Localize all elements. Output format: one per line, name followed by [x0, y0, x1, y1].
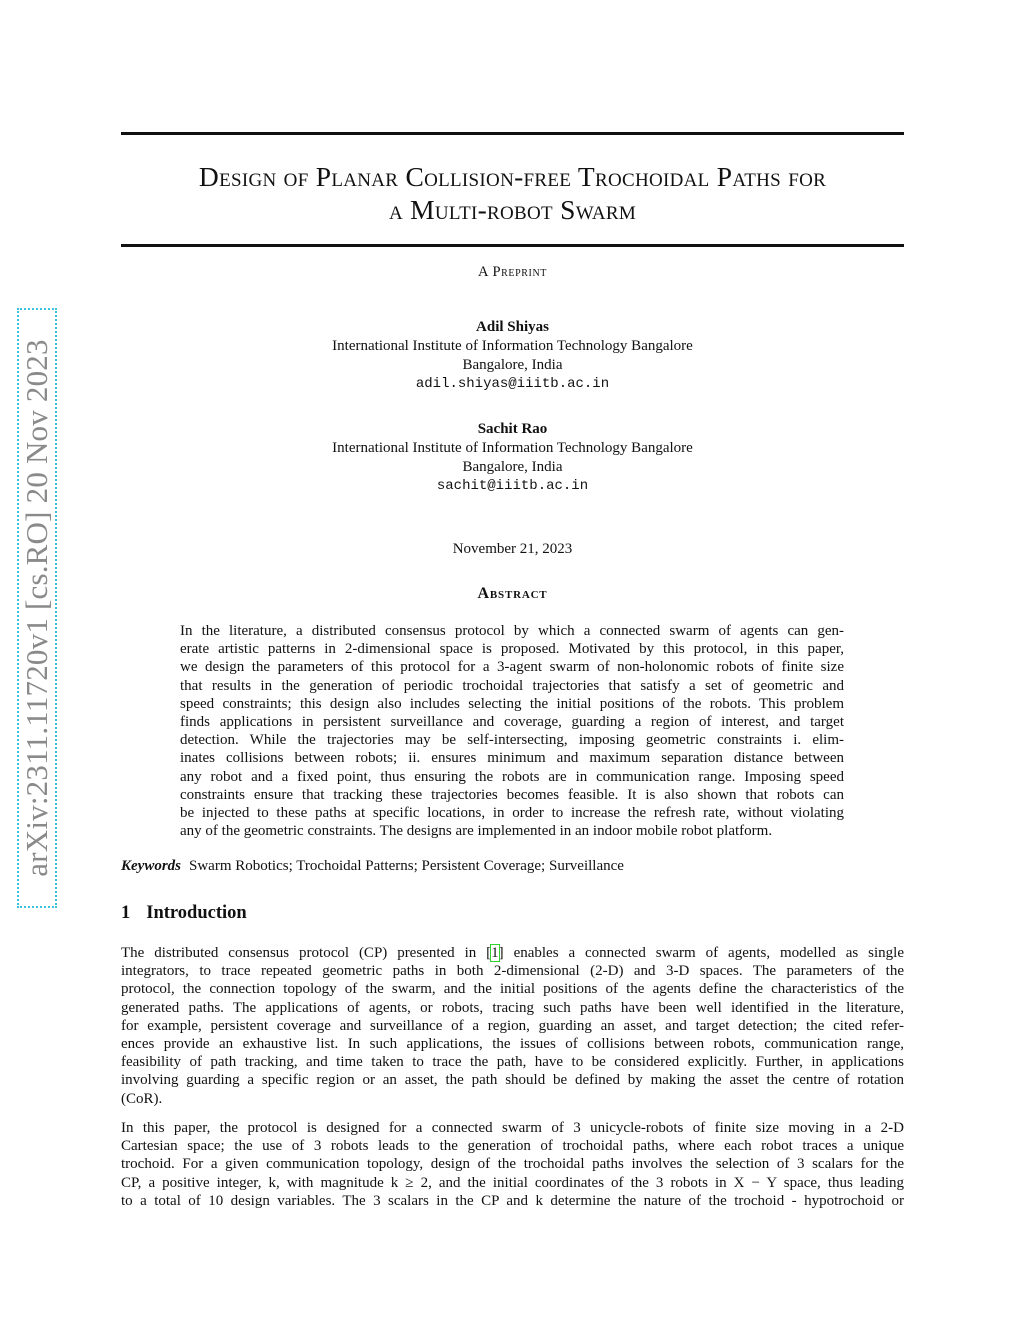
intro-paragraph-2 — [121, 1119, 904, 1210]
author-block-1 — [121, 318, 904, 394]
paragraph-line: to a total of 10 design variables. The 3 scalars in the CP and k determine the nature of the trochoid - hypotrochoid or — [121, 1192, 904, 1209]
paragraph-line: feasibility of path tracking, and time taken to trace the path, have to be considered explicitly. Further, in applications — [121, 1054, 904, 1071]
author-name: Sachit Rao — [477, 421, 548, 437]
abstract-line: erate artistic patterns in 2-dimensional space is proposed. Motivated by this protocol, in this paper, — [180, 641, 844, 658]
keywords — [121, 858, 904, 875]
arxiv-stamp-text: arXiv:2311.11720v1 [cs.RO] 20 Nov 2023 — [19, 339, 54, 877]
paragraph-line: involving guarding a specific region or an asset, the path should be defined by making the asset the centre of rotation — [121, 1072, 904, 1089]
abstract-line: detection. While the trajectories may be self-intersecting, imposing geometric constraints i. elim- — [180, 732, 844, 749]
paper-title — [121, 160, 904, 226]
intro-paragraph-1 — [121, 944, 904, 1108]
paragraph-line: Cartesian space; the use of 3 robots leads to the generation of trochoidal paths, where each robot traces a unique — [121, 1138, 904, 1155]
abstract-heading: Abstract — [477, 585, 548, 602]
paragraph-line: ences provide an exhaustive list. In such applications, the issues of collisions between robots, communication range, — [121, 1036, 904, 1053]
title-rule-bottom — [121, 244, 904, 247]
author-affiliation: International Institute of Information Technology Bangalore — [332, 338, 693, 354]
keywords-label: Keywords — [121, 858, 181, 874]
abstract-line: any robot and a fixed point, thus ensuring the robots are in communication range. Imposing speed — [180, 768, 844, 785]
author-affiliation: International Institute of Information Technology Bangalore — [332, 440, 693, 456]
abstract-line: that results in the generation of periodic trochoidal trajectories that satisfy a set of geometric and — [180, 677, 844, 694]
paragraph-line: In this paper, the protocol is designed for a connected swarm of 3 unicycle-robots of finite size moving in a 2-D — [121, 1120, 904, 1136]
abstract-line: be injected to these paths at specific locations, in order to increase the refresh rate, without violating — [180, 805, 844, 822]
arxiv-stamp — [17, 308, 57, 908]
paper-title-line-1: Design of Planar Collision-free Trochoidal Paths for — [198, 161, 827, 192]
author-email[interactable]: adil.shiyas@iiitb.ac.in — [415, 376, 610, 392]
paragraph-line: The distributed consensus protocol (CP) presented in [1] enables a connected swarm of agents, modelled as single — [121, 945, 904, 961]
author-block-2 — [121, 420, 904, 496]
paragraph-line: for example, persistent coverage and surveillance of a region, guarding an asset, and target detection; the cited refer- — [121, 1017, 904, 1034]
section-heading-introduction — [121, 903, 247, 924]
preprint-label: A Preprint — [477, 264, 548, 280]
keywords-text: Swarm Robotics; Trochoidal Patterns; Persistent Coverage; Surveillance — [189, 858, 624, 874]
abstract-line: we design the parameters of this protocol for a 3-agent swarm of non-holonomic robots of finite size — [180, 659, 844, 676]
title-rule-top — [121, 132, 904, 135]
author-location: Bangalore, India — [462, 357, 563, 373]
section-title: Introduction — [146, 903, 247, 923]
abstract-line: In the literature, a distributed consensus protocol by which a connected swarm of agents can gen- — [180, 623, 844, 639]
abstract-line: constraints ensure that tracking these trajectories becomes feasible. It is also shown that robots can — [180, 786, 844, 803]
section-number: 1 — [121, 903, 131, 923]
abstract-line: finds applications in persistent surveillance and coverage, guarding a region of interest, and target — [180, 714, 844, 731]
paragraph-line: protocol, the connection topology of the swarm, and the initial positions of the agents define the characteristics of the — [121, 981, 904, 998]
paper-title-line-2: a Multi-robot Swarm — [388, 194, 637, 225]
paper-date: November 21, 2023 — [452, 541, 573, 557]
paragraph-line: trochoid. For a given communication topology, design of the trochoidal paths involves the selection of 3 scalars for the — [121, 1156, 904, 1173]
paragraph-line: (CoR). — [121, 1090, 163, 1107]
paragraph-line: generated paths. The applications of agents, or robots, tracing such paths have been well identified in the literature, — [121, 999, 904, 1016]
abstract-line: inates collisions between robots; ii. ensures minimum and maximum separation distance between — [180, 750, 844, 767]
citation-link[interactable]: 1 — [491, 945, 499, 961]
abstract-text — [180, 622, 844, 840]
author-email[interactable]: sachit@iiitb.ac.in — [436, 478, 589, 494]
author-location: Bangalore, India — [462, 459, 563, 475]
paragraph-line: integrators, to trace repeated geometric paths in both 2-dimensional (2-D) and 3-D spaces. The parameters of the — [121, 963, 904, 980]
abstract-line: speed constraints; this design also includes selecting the initial positions of the robots. This problem — [180, 695, 844, 712]
paragraph-line: CP, a positive integer, k, with magnitude k ≥ 2, and the initial coordinates of the 3 robots in X − Y space, thus leading — [121, 1174, 904, 1191]
author-name: Adil Shiyas — [476, 319, 549, 335]
abstract-line: any of the geometric constraints. The designs are implemented in an indoor mobile robot platform. — [180, 823, 773, 840]
